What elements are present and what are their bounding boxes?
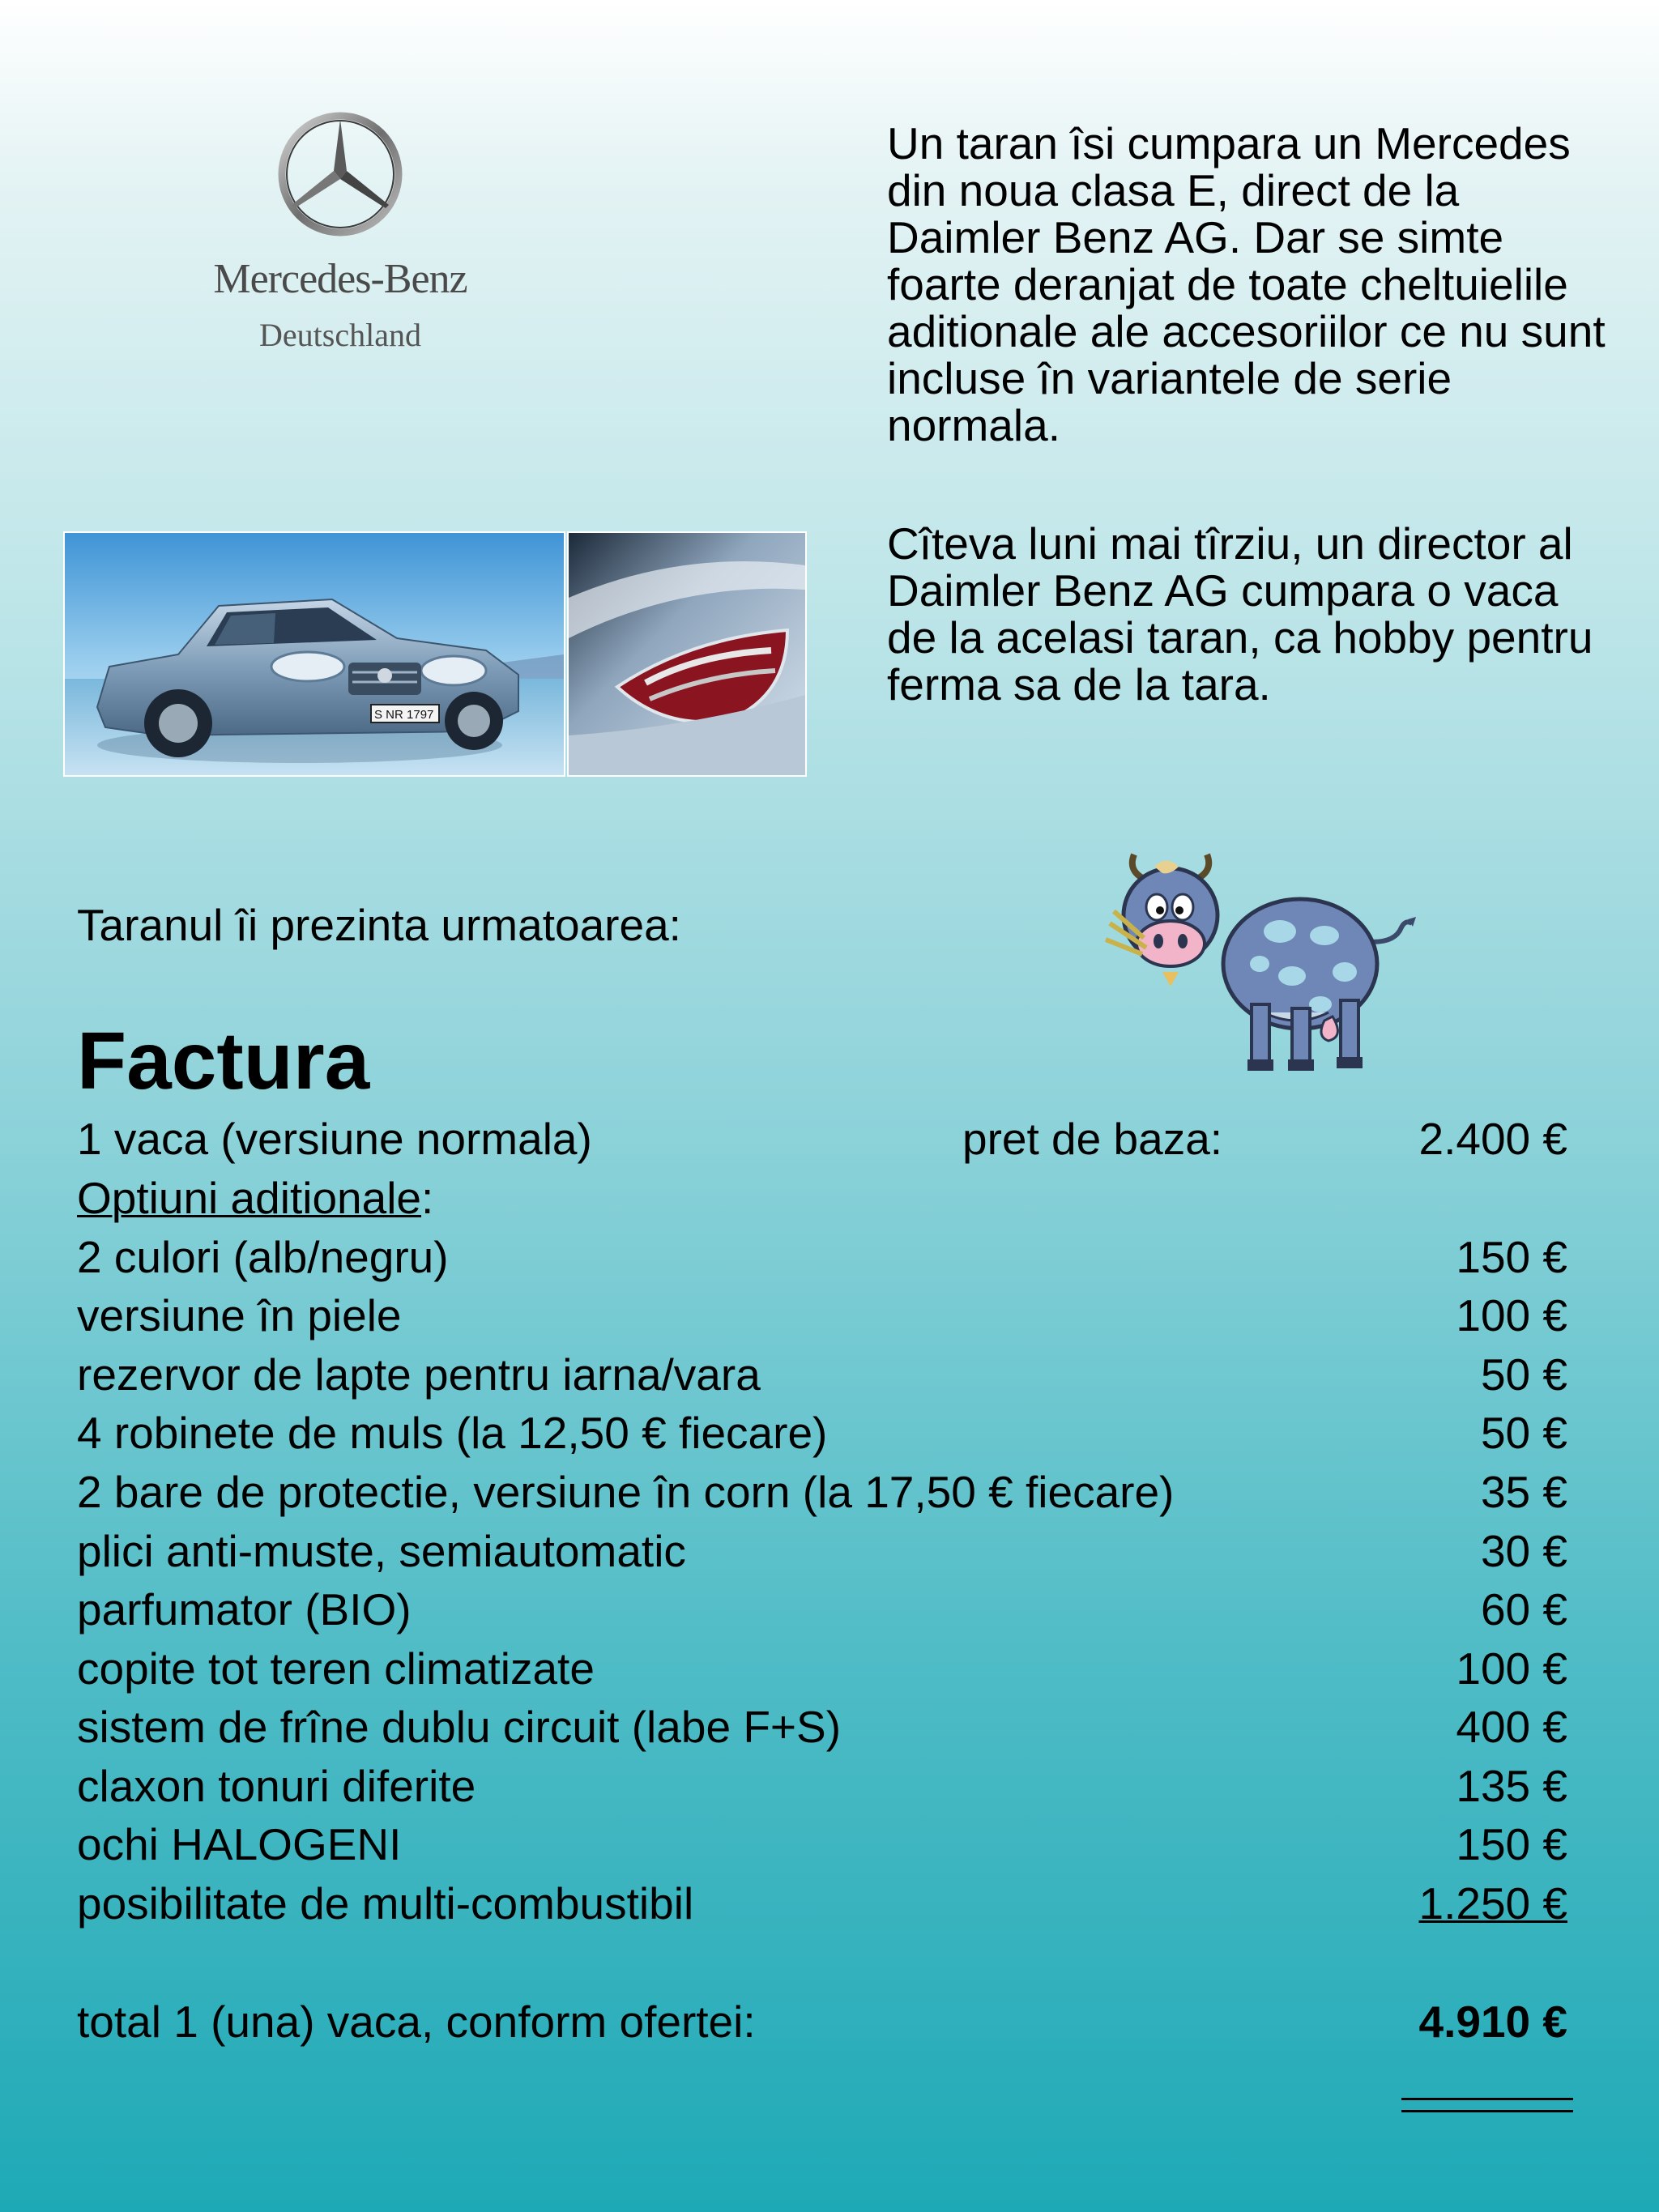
invoice-item-row [77, 1228, 1567, 1286]
invoice-item-row [77, 1874, 1567, 1933]
invoice-base-row [77, 1110, 1567, 1168]
item-label: versiune în piele [77, 1290, 402, 1340]
item-label: 2 bare de protectie, versiune în corn (la 17,50 € fiecare) [77, 1467, 1175, 1517]
total-label: total 1 (una) vaca, conform ofertei: [77, 1997, 756, 2047]
invoice-item-row [77, 1463, 1567, 1521]
license-plate: S NR 1797 [374, 708, 434, 722]
item-label: 4 robinete de muls (la 12,50 € fiecare) [77, 1408, 828, 1458]
invoice-item-row [77, 1815, 1567, 1873]
item-label: claxon tonuri diferite [77, 1761, 476, 1811]
options-heading-colon: : [421, 1173, 434, 1223]
invoice-item-row [77, 1639, 1567, 1698]
invoice-item-row [77, 1698, 1567, 1756]
base-item-label: 1 vaca (versiune normala) [77, 1114, 592, 1164]
item-label: sistem de frîne dublu circuit (labe F+S) [77, 1702, 842, 1752]
options-heading [77, 1169, 433, 1227]
item-amount: 400 € [1456, 1702, 1567, 1752]
invoice-title: Factura [77, 1016, 370, 1106]
item-amount: 1.250 € [1418, 1878, 1567, 1929]
item-label: posibilitate de multi-combustibil [77, 1878, 694, 1929]
item-amount: 50 € [1480, 1408, 1567, 1458]
base-price-amount: 2.400 € [1418, 1114, 1567, 1164]
options-heading-row [77, 1169, 1567, 1227]
item-label: copite tot teren climatizate [77, 1643, 595, 1694]
item-label: 2 culori (alb/negru) [77, 1232, 449, 1282]
intro-paragraph-2: Cîteva luni mai tîrziu, un director al Daimler Benz AG cumpara o vaca de la acelasi taran, ca hobby pentru ferma sa de la tara. [887, 518, 1593, 710]
item-amount: 100 € [1456, 1643, 1567, 1694]
item-amount: 35 € [1480, 1467, 1567, 1517]
total-amount: 4.910 € [1418, 1997, 1567, 2047]
mercedes-benz-logo [186, 109, 494, 377]
item-amount: 150 € [1456, 1232, 1567, 1282]
brand-name: Mercedes-Benz [213, 256, 467, 302]
item-label: parfumator (BIO) [77, 1584, 412, 1634]
item-label: plici anti-muste, semiautomatic [77, 1526, 686, 1576]
item-label: rezervor de lapte pentru iarna/vara [77, 1349, 761, 1400]
intro-paragraph-1: Un taran îsi cumpara un Mercedes din noua clasa E, direct de la Daimler Benz AG. Dar se simte foarte deranjat de toate cheltuielile aditionale ale accesoriilor ce nu sunt incluse în variantele de serie normala. [887, 118, 1606, 450]
invoice-item-row [77, 1580, 1567, 1639]
item-amount: 100 € [1456, 1290, 1567, 1340]
brand-country: Deutschland [259, 317, 421, 353]
invoice-item-row [77, 1522, 1567, 1580]
item-amount: 150 € [1456, 1819, 1567, 1869]
invoice-item-row [77, 1757, 1567, 1815]
item-amount: 50 € [1480, 1349, 1567, 1400]
tail-light-photo [567, 531, 807, 777]
base-price-label: pret de baza: [962, 1114, 1223, 1164]
cow-illustration [1085, 842, 1418, 1077]
invoice-item-row [77, 1404, 1567, 1462]
total-double-underline [1401, 2098, 1573, 2116]
mercedes-star-icon [275, 109, 405, 239]
item-amount: 30 € [1480, 1526, 1567, 1576]
invoice-item-row [77, 1286, 1567, 1345]
options-heading-text: Optiuni aditionale [77, 1173, 422, 1223]
invoice-item-row [77, 1345, 1567, 1404]
item-amount: 60 € [1480, 1584, 1567, 1634]
item-label: ochi HALOGENI [77, 1819, 402, 1869]
car-photo [63, 531, 565, 777]
invoice-total-row [77, 1993, 1567, 2051]
presents-line: Taranul îi prezinta urmatoarea: [77, 900, 681, 950]
item-amount: 135 € [1456, 1761, 1567, 1811]
